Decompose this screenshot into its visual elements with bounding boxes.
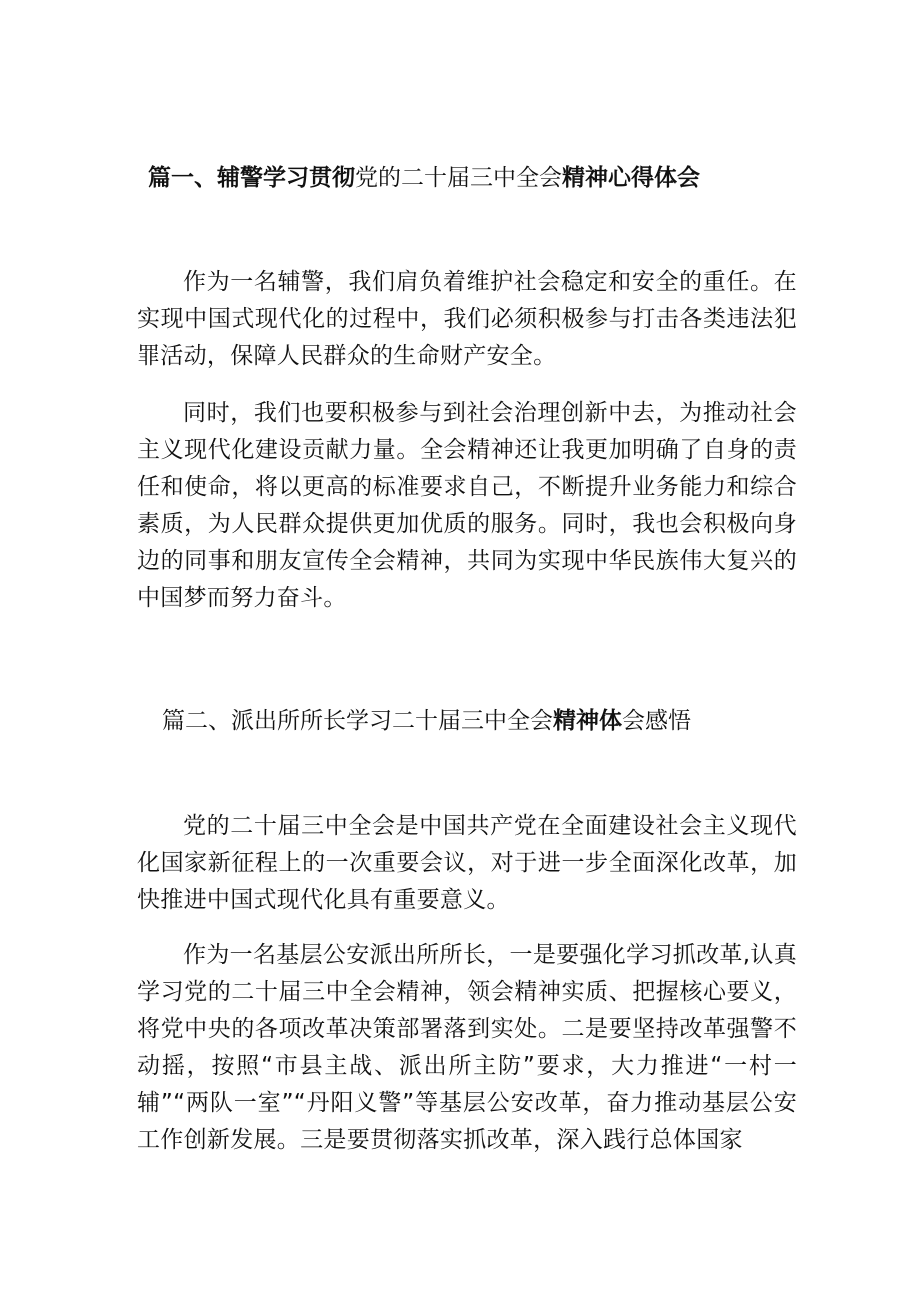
section-2-title-part-1: 篇二、派出所所长学习二十届三中全会	[162, 708, 553, 734]
section-1-title-part-1: 篇一、辅警学习贯彻	[148, 165, 355, 191]
section-2-title	[162, 706, 691, 736]
section-1-paragraph-2: 同时，我们也要积极参与到社会治理创新中去，为推动社会主义现代化建设贡献力量。全会精神还让我更加明确了自身的责任和使命，将以更高的标准要求自己，不断提升业务能力和综合素质，为人民群众提供更加优质的服务。同时，我也会积极向身边的同事和朋友宣传全会精神，共同为实现中华民族伟大复兴的中国梦而努力奋斗。	[137, 400, 797, 611]
section-1-title	[148, 163, 700, 193]
section-1-title-part-2: 党的二十届三中全会	[355, 165, 562, 191]
section-1-title-part-3: 精神心得体会	[562, 165, 700, 191]
section-2-title-part-2: 精神体	[553, 708, 622, 734]
section-2-paragraph-1: 党的二十届三中全会是中国共产党在全面建设社会主义现代化国家新征程上的一次重要会议，对于进一步全面深化改革，加快推进中国式现代化具有重要意义。	[137, 813, 797, 913]
section-2-title-part-3: 会感悟	[622, 708, 691, 734]
section-2-paragraph-2: 作为一名基层公安派出所所长，一是要强化学习抓改革,认真学习党的二十届三中全会精神，领会精神实质、把握核心要义，将党中央的各项改革决策部署落到实处。二是要坚持改革强警不动摇，按照“市县主战、派出所主防”要求，大力推进“一村一辅”“两队一室”“丹阳义警”等基层公安改革，奋力推动基层公安工作创新发展。三是要贯彻落实抓改革，深入践行总体国家	[137, 942, 797, 1153]
section-1-paragraph-1: 作为一名辅警，我们肩负着维护社会稳定和安全的重任。在实现中国式现代化的过程中，我们必须积极参与打击各类违法犯罪活动，保障人民群众的生命财产安全。	[137, 269, 797, 369]
